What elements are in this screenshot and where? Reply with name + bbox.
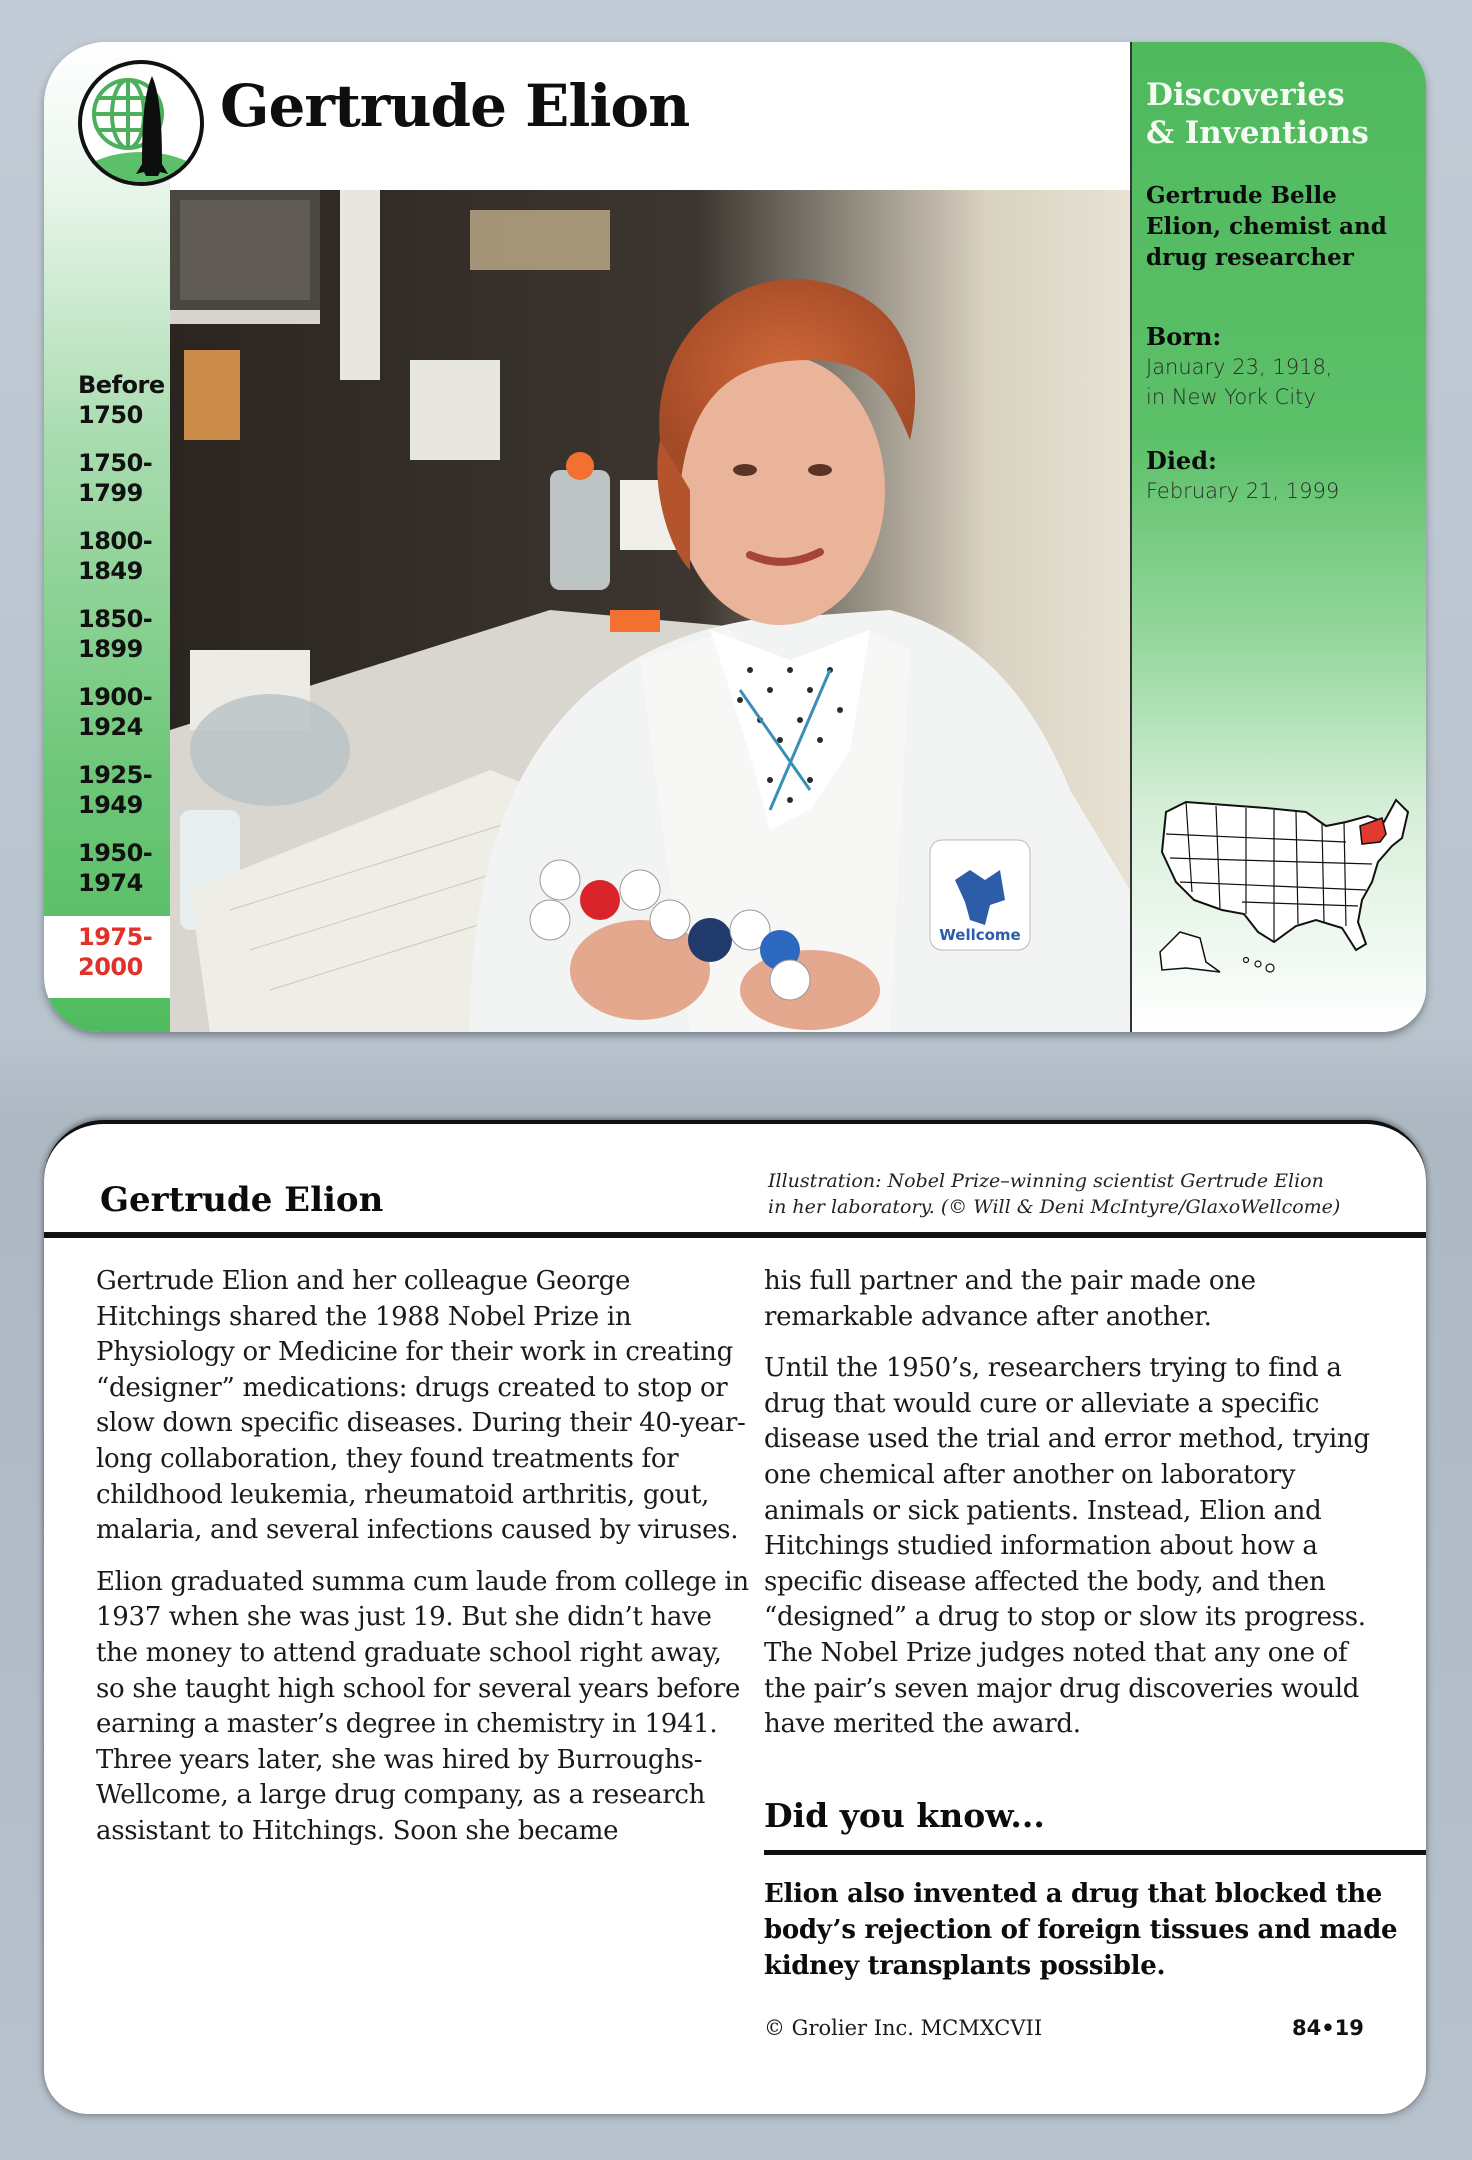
category-label: Discoveries & Inventions [1146, 77, 1369, 151]
wellcome-badge-text: Wellcome [939, 926, 1021, 944]
died-label: Died: [1146, 446, 1217, 475]
era-1950-1974: 1950- 1974 [78, 839, 153, 897]
globe-rocket-icon [78, 60, 204, 186]
born-label: Born: [1146, 322, 1222, 351]
card-front [44, 42, 1426, 1032]
info-sidebar [1130, 42, 1426, 1032]
divider-rule [44, 1232, 1426, 1238]
born-date: January 23, 1918, [1146, 355, 1333, 379]
article-paragraph: Elion graduated summa cum laude from college in 1937 when she was just 19. But she didn’t have the money to attend graduate school right away, so she taught high school for several years before earning a master’s degree in chemistry in 1941. Three years later, she was hired by Burroughs-Wellcome, a large drug company, as a research assistant to Hitchings. Soon she became [96, 1566, 749, 1846]
article-paragraph: Gertrude Elion and her colleague George Hitchings shared the 1988 Nobel Prize in Physiology or Medicine for their work in creating “designer” medications: drugs created to stop or slow down specific diseases. During their 40-year-long collaboration, they found treatments for childhood leukemia, rheumatoid arthritis, gout, malaria, and several infections caused by viruses. [96, 1266, 746, 1546]
era-1750-1799: 1750- 1799 [78, 449, 153, 507]
era-list [78, 370, 170, 998]
era-1800-1849: 1800- 1849 [78, 527, 153, 585]
era-1925-1949: 1925- 1949 [78, 761, 153, 819]
card-number: 84•19 [1292, 2016, 1364, 2040]
era-1975-2000-active: 1975- 2000 [44, 916, 170, 998]
article-paragraph: Until the 1950’s, researchers trying to find a drug that would cure or alleviate a specific disease used the trial and error method, trying one chemical after another on laboratory animals or sick patients. Instead, Elion and Hitchings studied information about how a specific disease affected the body, and then “designed” a drug to stop or slow its progress. The Nobel Prize judges noted that any one of the pair’s seven major drug discoveries would have merited the award. [764, 1353, 1370, 1740]
lab-portrait-photo [170, 190, 1130, 1032]
born-info [1146, 322, 1332, 412]
photo-caption: Illustration: Nobel Prize–winning scientist Gertrude Elion in her laboratory. (© Will & Deni McIntyre/GlaxoWellcome) [768, 1170, 1341, 1218]
did-you-know-heading: Did you know... [764, 1796, 1045, 1835]
card-title: Gertrude Elion [220, 72, 690, 140]
us-map-icon [1146, 782, 1422, 982]
copyright-notice: © Grolier Inc. MCMXCVII [764, 2016, 1043, 2040]
article-column-left [96, 1264, 756, 1866]
era-timeline [44, 42, 170, 1032]
did-you-know-text: Elion also invented a drug that blocked the body’s rejection of foreign tissues and made kidney transplants possible. [764, 1879, 1398, 1981]
full-name-description: Gertrude Belle Elion, chemist and drug researcher [1146, 182, 1387, 271]
back-title: Gertrude Elion [100, 1180, 384, 1220]
died-info [1146, 446, 1339, 506]
born-place: in New York City [1146, 385, 1316, 409]
article-paragraph: his full partner and the pair made one remarkable advance after another. [764, 1266, 1256, 1332]
era-before-1750: Before 1750 [78, 371, 165, 429]
era-1900-1924: 1900- 1924 [78, 683, 153, 741]
article-column-right [764, 1264, 1394, 1759]
died-date: February 21, 1999 [1146, 479, 1340, 503]
did-you-know-rule [764, 1850, 1426, 1855]
era-1850-1899: 1850- 1899 [78, 605, 153, 663]
card-back [44, 1120, 1426, 2114]
